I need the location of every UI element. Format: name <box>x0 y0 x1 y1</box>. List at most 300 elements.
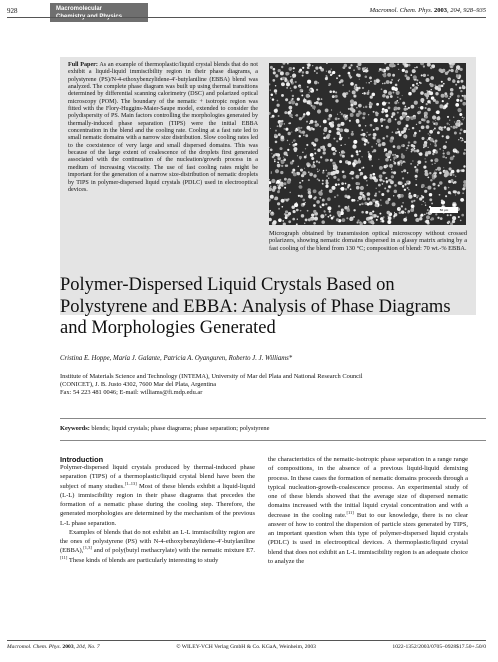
nematic-domain <box>280 136 284 140</box>
nematic-domain <box>391 169 392 170</box>
nematic-domain <box>363 221 366 224</box>
nematic-domain <box>377 216 379 218</box>
nematic-domain <box>446 103 448 105</box>
nematic-domain <box>292 169 295 172</box>
nematic-domain <box>289 110 292 113</box>
nematic-domain <box>380 120 382 122</box>
nematic-domain <box>400 119 401 120</box>
nematic-domain <box>430 144 431 145</box>
nematic-domain <box>353 140 357 144</box>
nematic-domain <box>311 165 314 168</box>
nematic-domain <box>287 132 290 135</box>
nematic-domain <box>373 129 375 131</box>
nematic-domain <box>317 109 321 113</box>
nematic-domain <box>367 177 368 178</box>
nematic-domain <box>441 199 443 201</box>
nematic-domain <box>313 163 315 165</box>
nematic-domain <box>386 80 390 84</box>
nematic-domain <box>301 94 303 96</box>
nematic-domain <box>366 136 367 137</box>
nematic-domain <box>462 169 465 172</box>
nematic-domain <box>295 115 296 116</box>
nematic-domain <box>378 184 381 187</box>
nematic-domain <box>374 134 376 136</box>
running-citation <box>370 7 486 14</box>
nematic-domain <box>382 83 384 85</box>
nematic-domain <box>356 221 358 223</box>
nematic-domain <box>385 114 388 117</box>
nematic-domain <box>412 127 414 129</box>
nematic-domain <box>297 98 300 101</box>
nematic-domain <box>305 134 308 137</box>
nematic-domain <box>427 74 429 76</box>
nematic-domain <box>291 101 295 105</box>
nematic-domain <box>403 135 406 138</box>
nematic-domain <box>353 69 355 71</box>
nematic-domain <box>393 195 394 196</box>
nematic-domain <box>392 154 394 156</box>
nematic-domain <box>356 153 358 155</box>
nematic-domain <box>349 90 350 91</box>
nematic-domain <box>302 117 303 118</box>
nematic-domain <box>395 84 398 87</box>
nematic-domain <box>277 125 279 127</box>
nematic-domain <box>313 174 316 177</box>
nematic-domain <box>450 79 451 80</box>
nematic-domain <box>291 131 292 132</box>
nematic-domain <box>398 197 400 199</box>
nematic-domain <box>437 217 439 219</box>
nematic-domain <box>344 144 345 145</box>
nematic-domain <box>352 177 354 179</box>
nematic-domain <box>269 179 270 180</box>
keywords-rule-top <box>60 418 486 419</box>
nematic-domain <box>427 209 429 211</box>
nematic-domain <box>325 185 328 188</box>
nematic-domain <box>464 149 466 151</box>
nematic-domain <box>438 85 441 88</box>
nematic-domain <box>284 128 286 130</box>
nematic-domain <box>299 185 303 189</box>
nematic-domain <box>327 143 331 147</box>
nematic-domain <box>445 195 447 197</box>
nematic-domain <box>405 74 408 77</box>
nematic-domain <box>381 111 384 114</box>
nematic-domain <box>287 149 289 151</box>
nematic-domain <box>384 119 386 121</box>
nematic-domain <box>316 89 318 91</box>
nematic-domain <box>378 191 380 193</box>
nematic-domain <box>401 144 403 146</box>
nematic-domain <box>327 172 330 175</box>
citation-year: 2003 <box>434 7 447 14</box>
nematic-domain <box>328 83 331 86</box>
nematic-domain <box>363 92 366 95</box>
nematic-domain <box>430 159 433 162</box>
nematic-domain <box>311 213 314 216</box>
nematic-domain <box>306 94 310 98</box>
nematic-domain <box>270 148 273 151</box>
nematic-domain <box>326 135 330 139</box>
nematic-domain <box>447 123 449 125</box>
nematic-domain <box>305 219 308 222</box>
nematic-domain <box>384 151 385 152</box>
nematic-domain <box>307 210 309 212</box>
nematic-domain <box>413 75 417 79</box>
intro-paragraph-2 <box>60 528 255 565</box>
nematic-domain <box>317 171 318 172</box>
nematic-domain <box>332 71 335 74</box>
nematic-domain <box>331 109 332 110</box>
nematic-domain <box>308 68 310 70</box>
nematic-domain <box>350 113 354 117</box>
nematic-domain <box>407 172 409 174</box>
nematic-domain <box>291 205 294 208</box>
nematic-domain <box>397 121 401 125</box>
nematic-domain <box>394 109 395 110</box>
nematic-domain <box>293 139 296 142</box>
nematic-domain <box>456 169 459 172</box>
nematic-domain <box>410 74 412 76</box>
nematic-domain <box>302 180 304 182</box>
nematic-domain <box>272 115 275 118</box>
nematic-domain <box>285 128 288 131</box>
nematic-domain <box>314 81 318 85</box>
nematic-domain <box>394 101 397 104</box>
nematic-domain <box>399 160 402 163</box>
nematic-domain <box>399 211 402 214</box>
nematic-domain <box>391 171 393 173</box>
nematic-domain <box>388 91 392 95</box>
nematic-domain <box>372 176 376 180</box>
nematic-domain <box>294 85 297 88</box>
reference-citation: [11] <box>60 554 68 560</box>
nematic-domain <box>370 124 373 127</box>
nematic-domain <box>382 172 385 175</box>
nematic-domain <box>421 195 423 197</box>
nematic-domain <box>295 129 297 131</box>
nematic-domain <box>323 128 327 132</box>
keywords <box>60 425 269 432</box>
nematic-domain <box>326 63 328 64</box>
nematic-domain <box>456 74 459 77</box>
nematic-domain <box>450 92 454 96</box>
nematic-domain <box>290 87 291 88</box>
nematic-domain <box>457 191 460 194</box>
nematic-domain <box>355 175 359 179</box>
nematic-domain <box>296 202 298 204</box>
nematic-domain <box>322 180 324 182</box>
nematic-domain <box>386 165 389 168</box>
nematic-domain <box>404 66 405 67</box>
nematic-domain <box>329 114 333 118</box>
nematic-domain <box>417 195 418 196</box>
nematic-domain <box>317 149 320 152</box>
nematic-domain <box>277 190 280 193</box>
nematic-domain <box>349 173 351 175</box>
nematic-domain <box>343 151 345 153</box>
nematic-domain <box>340 145 341 146</box>
nematic-domain <box>441 81 443 83</box>
nematic-domain <box>462 95 464 97</box>
nematic-domain <box>405 117 409 121</box>
nematic-domain <box>344 128 348 132</box>
nematic-domain <box>278 218 282 222</box>
nematic-domain <box>453 174 454 175</box>
nematic-domain <box>442 135 444 137</box>
nematic-domain <box>387 119 391 123</box>
nematic-domain <box>310 153 314 157</box>
nematic-domain <box>391 175 394 178</box>
nematic-domain <box>350 217 354 221</box>
column-left <box>60 463 255 565</box>
nematic-domain <box>356 66 358 68</box>
nematic-domain <box>329 90 332 93</box>
nematic-domain <box>273 220 277 224</box>
nematic-domain <box>445 72 448 75</box>
nematic-domain <box>270 89 271 90</box>
nematic-domain <box>314 217 318 221</box>
nematic-domain <box>454 132 457 135</box>
nematic-domain <box>433 129 434 130</box>
nematic-domain <box>416 124 417 125</box>
nematic-domain <box>443 70 445 72</box>
nematic-domain <box>298 166 300 168</box>
nematic-domain <box>434 142 436 144</box>
nematic-domain <box>408 129 409 130</box>
nematic-domain <box>424 202 425 203</box>
nematic-domain <box>318 179 320 181</box>
nematic-domain <box>384 63 386 64</box>
nematic-domain <box>329 214 331 216</box>
nematic-domain <box>395 118 397 120</box>
nematic-domain <box>413 141 416 144</box>
nematic-domain <box>397 97 398 98</box>
footer-copyright: © WILEY-VCH Verlag GmbH & Co. KGaA, Weinheim, 2003 <box>176 644 316 650</box>
nematic-domain <box>362 133 365 136</box>
nematic-domain <box>390 81 393 84</box>
nematic-domain <box>307 63 311 67</box>
nematic-domain <box>382 94 386 98</box>
nematic-domain <box>416 197 418 199</box>
nematic-domain <box>377 141 378 142</box>
nematic-domain <box>373 149 376 152</box>
nematic-domain <box>272 98 274 100</box>
nematic-domain <box>365 106 367 108</box>
nematic-domain <box>411 204 415 208</box>
nematic-domain <box>319 192 323 196</box>
nematic-domain <box>296 172 298 174</box>
nematic-domain <box>280 71 284 75</box>
nematic-domain <box>336 140 338 142</box>
nematic-domain <box>378 143 381 146</box>
nematic-domain <box>418 121 421 124</box>
nematic-domain <box>304 156 307 159</box>
nematic-domain <box>388 179 391 182</box>
nematic-domain <box>396 91 400 95</box>
nematic-domain <box>405 208 407 210</box>
nematic-domain <box>381 88 383 90</box>
nematic-domain <box>393 145 396 148</box>
nematic-domain <box>362 116 365 119</box>
nematic-domain <box>348 137 349 138</box>
nematic-domain <box>439 194 441 196</box>
nematic-domain <box>354 95 356 97</box>
nematic-domain <box>416 79 418 81</box>
nematic-domain <box>365 211 368 214</box>
nematic-domain <box>462 85 465 88</box>
nematic-domain <box>446 151 450 155</box>
nematic-domain <box>371 146 373 148</box>
nematic-domain <box>391 152 392 153</box>
nematic-domain <box>424 190 427 193</box>
nematic-domain <box>275 141 278 144</box>
nematic-domain <box>432 122 433 123</box>
nematic-domain <box>402 177 404 179</box>
nematic-domain <box>313 222 316 225</box>
nematic-domain <box>372 199 375 202</box>
nematic-domain <box>270 186 272 188</box>
nematic-domain <box>443 83 445 85</box>
nematic-domain <box>369 134 371 136</box>
micrograph-caption: Micrograph obtained by transmission optical microscopy without crossed polarizers, showing nematic domains dispersed in a glassy matrix arising by a fast cooling of the blend from 130 °C; composition of blend: 70 wt.-% EBBA. <box>269 230 467 252</box>
nematic-domain <box>406 180 409 183</box>
nematic-domain <box>298 131 299 132</box>
nematic-domain <box>343 175 347 179</box>
nematic-domain <box>436 150 437 151</box>
nematic-domain <box>463 184 466 187</box>
nematic-domain <box>462 193 463 194</box>
nematic-domain <box>310 120 314 124</box>
nematic-domain <box>419 152 423 156</box>
nematic-domain <box>449 167 452 170</box>
nematic-domain <box>350 64 352 66</box>
nematic-domain <box>314 121 317 124</box>
nematic-domain <box>434 144 437 147</box>
nematic-domain <box>434 84 435 85</box>
header-rule <box>7 17 486 18</box>
nematic-domain <box>271 117 272 118</box>
nematic-domain <box>350 171 354 175</box>
nematic-domain <box>411 144 414 147</box>
nematic-domain <box>444 128 445 129</box>
nematic-domain <box>423 65 425 67</box>
nematic-domain <box>463 117 464 118</box>
nematic-domain <box>421 74 423 76</box>
nematic-domain <box>319 126 321 128</box>
nematic-domain <box>413 208 414 209</box>
nematic-domain <box>430 179 432 181</box>
nematic-domain <box>420 98 424 102</box>
nematic-domain <box>278 162 279 163</box>
nematic-domain <box>271 172 272 173</box>
nematic-domain <box>450 88 454 92</box>
nematic-domain <box>426 97 428 99</box>
nematic-domain <box>357 219 359 221</box>
nematic-domain <box>348 108 350 110</box>
nematic-domain <box>449 120 450 121</box>
nematic-domain <box>292 218 295 221</box>
nematic-domain <box>300 195 303 198</box>
nematic-domain <box>360 186 364 190</box>
nematic-domain <box>427 108 431 112</box>
nematic-domain <box>438 126 442 130</box>
nematic-domain <box>311 142 314 145</box>
nematic-domain <box>372 165 373 166</box>
nematic-domain <box>443 167 444 168</box>
nematic-domain <box>281 165 283 167</box>
nematic-domain <box>408 107 410 109</box>
nematic-domain <box>405 138 406 139</box>
nematic-domain <box>274 134 277 137</box>
nematic-domain <box>379 166 383 170</box>
nematic-domain <box>416 149 419 152</box>
nematic-domain <box>354 87 357 90</box>
nematic-domain <box>386 67 390 71</box>
nematic-domain <box>307 165 310 168</box>
nematic-domain <box>323 120 327 124</box>
nematic-domain <box>426 212 428 214</box>
nematic-domain <box>367 132 368 133</box>
nematic-domain <box>326 170 327 171</box>
nematic-domain <box>448 69 450 71</box>
nematic-domain <box>421 204 422 205</box>
nematic-domain <box>403 130 406 133</box>
nematic-domain <box>322 171 325 174</box>
nematic-domain <box>378 159 379 160</box>
nematic-domain <box>429 172 431 174</box>
nematic-domain <box>351 155 354 158</box>
nematic-domain <box>277 100 279 102</box>
nematic-domain <box>445 171 449 175</box>
nematic-domain <box>355 161 358 164</box>
nematic-domain <box>338 75 340 77</box>
nematic-domain <box>294 172 295 173</box>
nematic-domain <box>302 171 306 175</box>
nematic-domain <box>312 128 315 131</box>
nematic-domain <box>376 143 377 144</box>
nematic-domain <box>428 147 429 148</box>
section-heading-introduction: Introduction <box>60 455 104 464</box>
nematic-domain <box>429 198 432 201</box>
nematic-domain <box>333 152 336 155</box>
nematic-domain <box>297 155 298 156</box>
nematic-domain <box>416 87 418 89</box>
nematic-domain <box>293 67 295 69</box>
nematic-domain <box>375 113 378 116</box>
nematic-domain <box>417 160 421 164</box>
nematic-domain <box>417 172 418 173</box>
nematic-domain <box>382 108 385 111</box>
nematic-domain <box>410 163 412 165</box>
nematic-domain <box>321 220 325 224</box>
nematic-domain <box>397 131 400 134</box>
nematic-domain <box>367 197 370 200</box>
nematic-domain <box>448 98 450 100</box>
nematic-domain <box>370 220 374 224</box>
nematic-domain <box>269 112 271 115</box>
nematic-domain <box>341 113 343 115</box>
nematic-domain <box>278 69 281 72</box>
nematic-domain <box>369 216 373 220</box>
nematic-domain <box>350 82 354 86</box>
nematic-domain <box>389 121 390 122</box>
nematic-domain <box>408 195 412 199</box>
nematic-domain <box>369 76 372 79</box>
nematic-domain <box>283 63 286 65</box>
nematic-domain <box>402 95 403 96</box>
nematic-domain <box>460 99 463 102</box>
